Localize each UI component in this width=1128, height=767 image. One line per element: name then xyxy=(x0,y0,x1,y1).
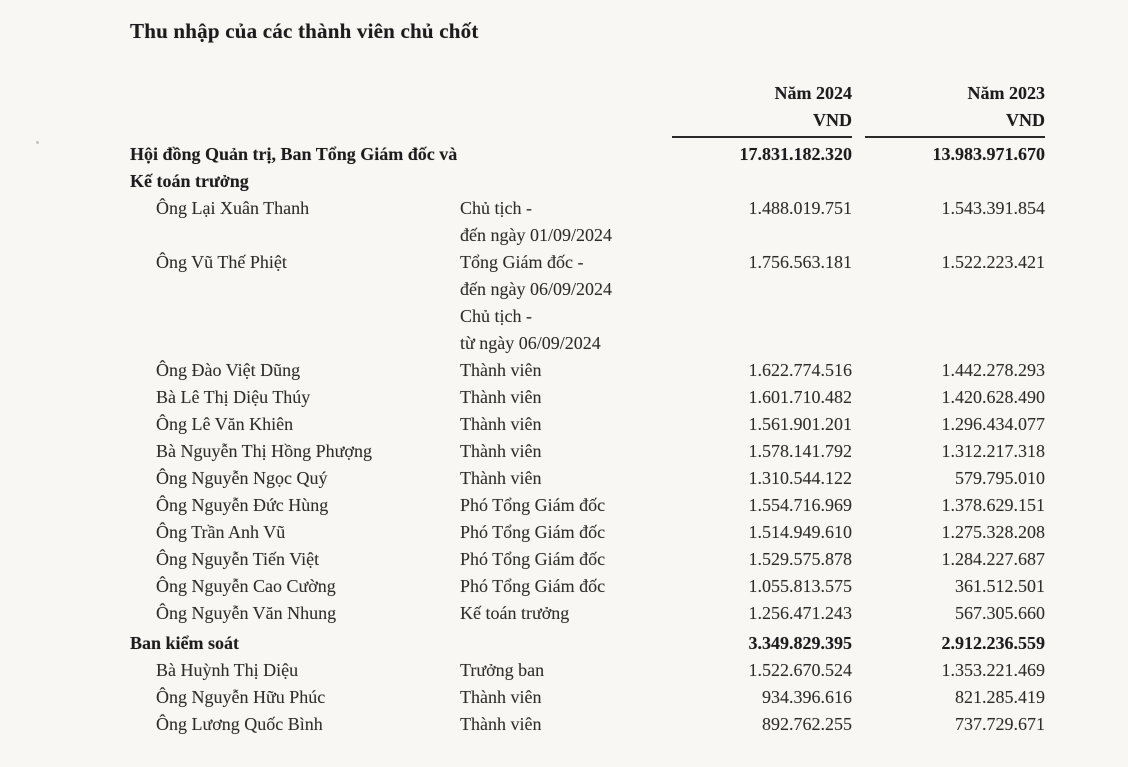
row-value-2023: 2.912.236.559 xyxy=(941,633,1045,653)
table-header-row xyxy=(130,80,1045,138)
member-position-line: Thành viên xyxy=(460,468,542,488)
table-row xyxy=(130,141,1045,195)
row-value-2024: 892.762.255 xyxy=(762,714,852,734)
member-position-line: từ ngày 06/09/2024 xyxy=(460,333,601,353)
section-title-line: Hội đồng Quản trị, Ban Tổng Giám đốc và xyxy=(130,144,458,164)
row-value-2023: 567.305.660 xyxy=(955,603,1045,623)
row-name xyxy=(130,546,460,573)
member-position-line: Thành viên xyxy=(460,387,542,407)
row-name xyxy=(130,465,460,492)
row-position xyxy=(460,195,672,249)
row-position xyxy=(460,573,672,600)
row-value-2024: 1.488.019.751 xyxy=(748,198,852,218)
row-value-2023: 821.285.419 xyxy=(955,687,1045,707)
row-name xyxy=(130,411,460,438)
row-name xyxy=(130,492,460,519)
member-position-line: Thành viên xyxy=(460,360,542,380)
member-position-line: Kế toán trưởng xyxy=(460,603,570,623)
table-row xyxy=(130,711,1045,738)
row-value-2023: 1.275.328.208 xyxy=(941,522,1045,542)
member-name-line: Ông Nguyễn Hữu Phúc xyxy=(156,687,326,707)
section-title-line: Kế toán trưởng xyxy=(130,171,249,191)
member-position-line: Phó Tổng Giám đốc xyxy=(460,549,606,569)
year-label-2023: Năm 2023 xyxy=(967,83,1045,103)
row-value-2024: 1.561.901.201 xyxy=(748,414,852,434)
income-table xyxy=(130,80,1045,738)
row-name xyxy=(130,711,460,738)
row-name xyxy=(130,600,460,627)
table-row xyxy=(130,519,1045,546)
member-name-line: Bà Lê Thị Diệu Thúy xyxy=(156,387,311,407)
row-name xyxy=(130,357,460,384)
member-name-line: Ông Lại Xuân Thanh xyxy=(156,198,310,218)
member-name-line: Ông Nguyễn Văn Nhung xyxy=(156,603,337,623)
section-title-line: Ban kiểm soát xyxy=(130,633,240,653)
row-value-2023: 1.442.278.293 xyxy=(941,360,1045,380)
row-position xyxy=(460,465,672,492)
row-name xyxy=(130,630,672,657)
member-position-line: Thành viên xyxy=(460,687,542,707)
row-value-2024: 17.831.182.320 xyxy=(739,144,852,164)
row-position xyxy=(460,384,672,411)
row-value-2024: 1.756.563.181 xyxy=(748,252,852,272)
row-value-2023: 1.378.629.151 xyxy=(941,495,1045,515)
row-name xyxy=(130,195,460,222)
row-name xyxy=(130,249,460,276)
year-label-2024: Năm 2024 xyxy=(774,83,852,103)
member-name-line: Bà Huỳnh Thị Diệu xyxy=(156,660,299,680)
row-value-2023: 737.729.671 xyxy=(955,714,1045,734)
table-body xyxy=(130,141,1045,738)
member-position-line: Tổng Giám đốc - xyxy=(460,252,584,272)
row-position xyxy=(460,657,672,684)
table-row xyxy=(130,357,1045,384)
row-value-2024: 1.578.141.792 xyxy=(748,441,852,461)
member-name-line: Ông Lương Quốc Bình xyxy=(156,714,323,734)
row-position xyxy=(460,711,672,738)
row-name xyxy=(130,519,460,546)
table-row xyxy=(130,600,1045,627)
member-position-line: Thành viên xyxy=(460,714,542,734)
member-position-line: Thành viên xyxy=(460,414,542,434)
row-name xyxy=(130,141,672,195)
member-name-line: Ông Nguyễn Đức Hùng xyxy=(156,495,329,515)
table-row xyxy=(130,657,1045,684)
page-title: Thu nhập của các thành viên chủ chốt xyxy=(130,19,479,43)
table-row xyxy=(130,195,1045,249)
member-name-line: Ông Lê Văn Khiên xyxy=(156,414,294,434)
table-row xyxy=(130,465,1045,492)
row-value-2023: 13.983.971.670 xyxy=(932,144,1045,164)
row-name xyxy=(130,684,460,711)
row-value-2024: 1.554.716.969 xyxy=(748,495,852,515)
member-position-line: Chủ tịch - xyxy=(460,198,532,218)
member-name-line: Ông Vũ Thế Phiệt xyxy=(156,252,287,272)
member-position-line: Phó Tổng Giám đốc xyxy=(460,576,606,596)
row-value-2023: 1.284.227.687 xyxy=(941,549,1045,569)
row-name xyxy=(130,657,460,684)
row-value-2024: 1.529.575.878 xyxy=(748,549,852,569)
row-value-2024: 1.601.710.482 xyxy=(748,387,852,407)
row-value-2024: 934.396.616 xyxy=(762,687,852,707)
row-value-2023: 1.522.223.421 xyxy=(941,252,1045,272)
table-row xyxy=(130,438,1045,465)
table-row xyxy=(130,546,1045,573)
member-position-line: đến ngày 01/09/2024 xyxy=(460,225,612,245)
row-value-2024: 1.256.471.243 xyxy=(748,603,852,623)
row-value-2023: 1.312.217.318 xyxy=(941,441,1045,461)
member-name-line: Ông Nguyễn Tiến Việt xyxy=(156,549,320,569)
row-name xyxy=(130,438,460,465)
member-position-line: Chủ tịch - xyxy=(460,306,532,326)
table-row xyxy=(130,630,1045,657)
row-value-2024: 3.349.829.395 xyxy=(748,633,852,653)
member-name-line: Bà Nguyễn Thị Hồng Phượng xyxy=(156,441,372,461)
row-position xyxy=(460,438,672,465)
table-row xyxy=(130,573,1045,600)
row-position xyxy=(460,519,672,546)
table-row xyxy=(130,384,1045,411)
scan-speck xyxy=(36,141,39,144)
row-position xyxy=(460,600,672,627)
row-position xyxy=(460,249,672,357)
member-name-line: Ông Nguyễn Ngọc Quý xyxy=(156,468,328,488)
member-name-line: Ông Nguyễn Cao Cường xyxy=(156,576,336,596)
row-position xyxy=(460,411,672,438)
row-value-2024: 1.514.949.610 xyxy=(748,522,852,542)
table-row xyxy=(130,411,1045,438)
table-row xyxy=(130,249,1045,357)
row-position xyxy=(460,492,672,519)
table-row xyxy=(130,684,1045,711)
row-name xyxy=(130,384,460,411)
member-position-line: Phó Tổng Giám đốc xyxy=(460,495,606,515)
row-value-2024: 1.622.774.516 xyxy=(748,360,852,380)
row-value-2024: 1.522.670.524 xyxy=(748,660,852,680)
col-header-2024 xyxy=(672,80,852,138)
row-value-2023: 1.543.391.854 xyxy=(941,198,1045,218)
row-value-2024: 1.310.544.122 xyxy=(748,468,852,488)
member-name-line: Ông Đào Việt Dũng xyxy=(156,360,301,380)
member-position-line: đến ngày 06/09/2024 xyxy=(460,279,612,299)
member-position-line: Phó Tổng Giám đốc xyxy=(460,522,606,542)
member-position-line: Thành viên xyxy=(460,441,542,461)
unit-label-2024: VND xyxy=(672,107,852,138)
row-value-2023: 1.353.221.469 xyxy=(941,660,1045,680)
member-name-line: Ông Trần Anh Vũ xyxy=(156,522,286,542)
row-name xyxy=(130,573,460,600)
row-position xyxy=(460,684,672,711)
row-value-2023: 1.296.434.077 xyxy=(941,414,1045,434)
row-position xyxy=(460,357,672,384)
row-position xyxy=(460,546,672,573)
row-value-2023: 579.795.010 xyxy=(955,468,1045,488)
row-value-2023: 1.420.628.490 xyxy=(941,387,1045,407)
unit-label-2023: VND xyxy=(865,107,1045,138)
row-value-2024: 1.055.813.575 xyxy=(748,576,852,596)
row-value-2023: 361.512.501 xyxy=(955,576,1045,596)
member-position-line: Trưởng ban xyxy=(460,660,545,680)
col-header-2023 xyxy=(852,80,1045,138)
table-row xyxy=(130,492,1045,519)
